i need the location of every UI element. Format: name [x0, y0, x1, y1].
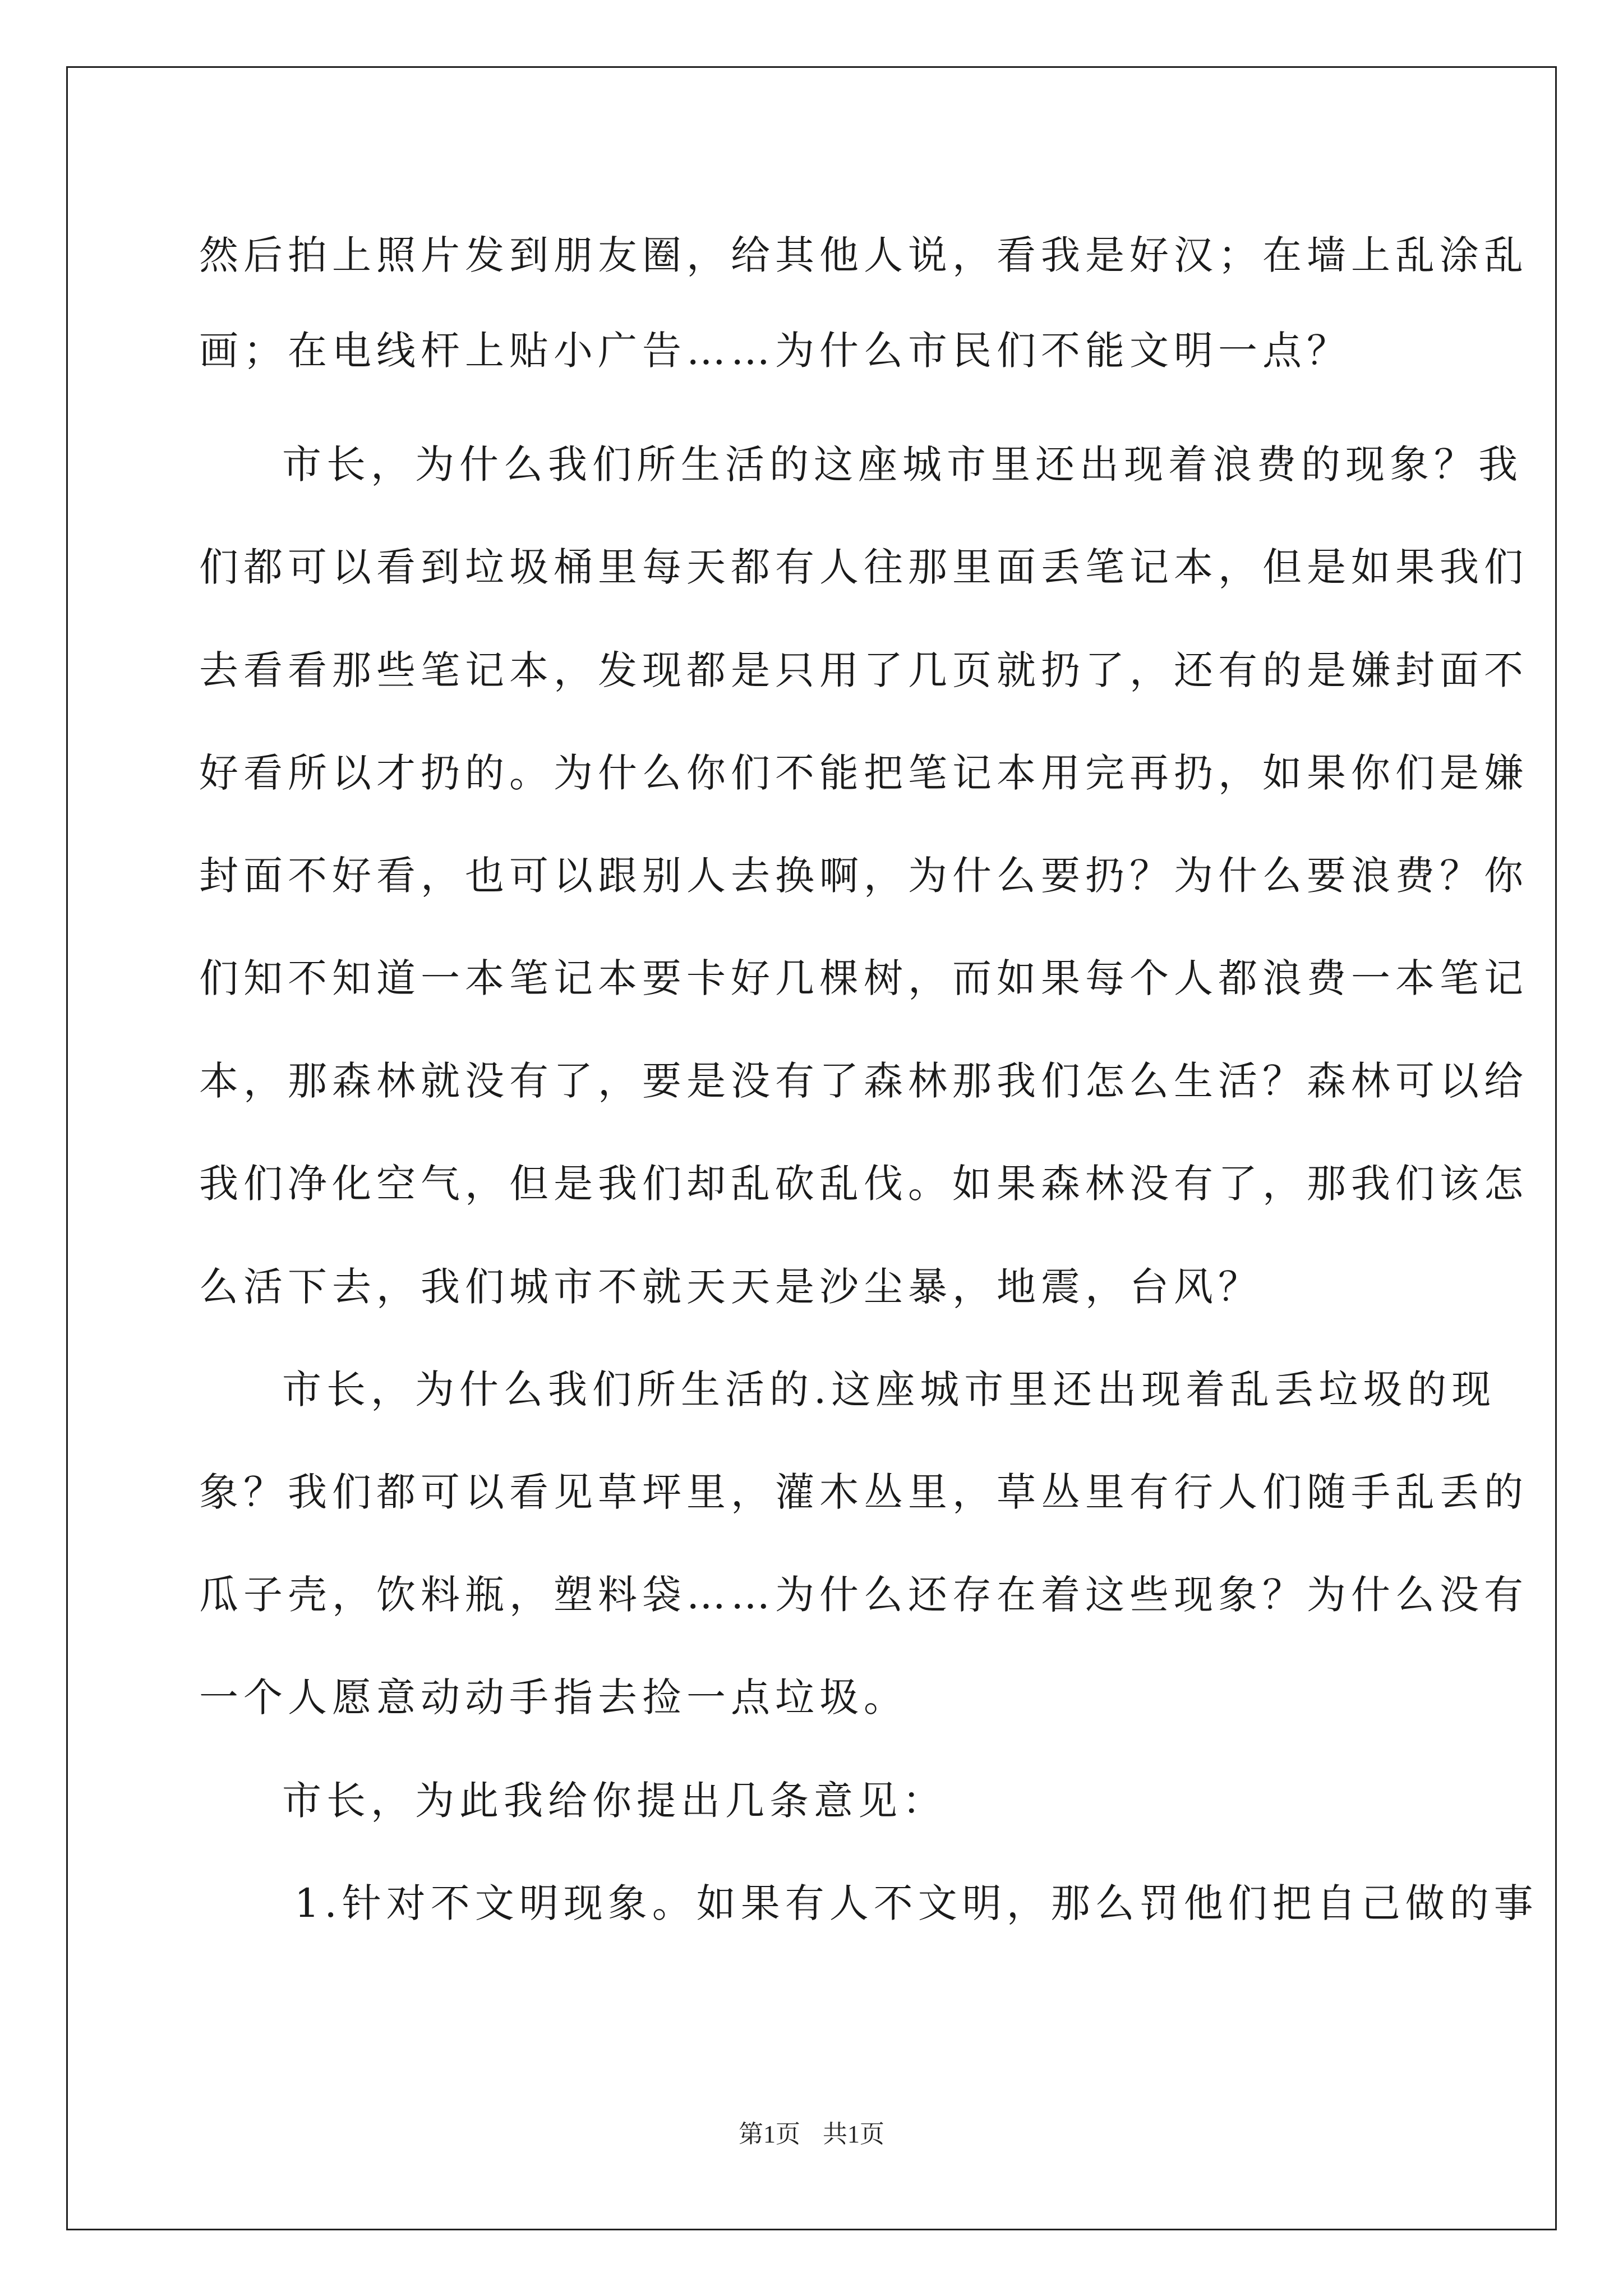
list-item-line: 1.针对不文明现象。如果有人不文明，那么罚他们把自己做的事 — [294, 1880, 1538, 1926]
text-line: 本，那森林就没有了，要是没有了森林那我们怎么生活？森林可以给 — [199, 1058, 1528, 1104]
page-number: 第1页 — [739, 2120, 800, 2148]
page-total: 共1页 — [823, 2120, 884, 2148]
text-line: 们都可以看到垃圾桶里每天都有人往那里面丢笔记本，但是如果我们 — [199, 544, 1528, 590]
paragraph-start-line: 市长，为什么我们所生活的.这座城市里还出现着乱丢垃圾的现 — [282, 1366, 1496, 1412]
page-footer — [0, 2118, 1623, 2151]
text-line: 么活下去，我们城市不就天天是沙尘暴，地震，台风？ — [199, 1264, 1262, 1310]
text-line: 封面不好看，也可以跟别人去换啊，为什么要扔？为什么要浪费？你 — [199, 853, 1528, 899]
text-line: 好看所以才扔的。为什么你们不能把笔记本用完再扔，如果你们是嫌 — [199, 750, 1528, 796]
text-line: 画；在电线杆上贴小广告……为什么市民们不能文明一点？ — [199, 328, 1351, 374]
paragraph-start-line: 市长，为什么我们所生活的这座城市里还出现着浪费的现象？我 — [282, 441, 1523, 487]
text-line: 象？我们都可以看见草坪里，灌木丛里，草丛里有行人们随手乱丢的 — [199, 1469, 1528, 1515]
text-line: 去看看那些笔记本，发现都是只用了几页就扔了，还有的是嫌封面不 — [199, 647, 1528, 693]
text-line: 一个人愿意动动手指去捡一点垃圾。 — [199, 1674, 908, 1720]
text-line: 们知不知道一本笔记本要卡好几棵树，而如果每个人都浪费一本笔记 — [199, 955, 1528, 1001]
text-line: 我们净化空气，但是我们却乱砍乱伐。如果森林没有了，那我们该怎 — [199, 1161, 1528, 1207]
text-line: 然后拍上照片发到朋友圈，给其他人说，看我是好汉；在墙上乱涂乱 — [199, 232, 1528, 278]
paragraph-start-line: 市长，为此我给你提出几条意见： — [282, 1778, 947, 1824]
text-line: 瓜子壳，饮料瓶，塑料袋……为什么还存在着这些现象？为什么没有 — [199, 1572, 1528, 1618]
